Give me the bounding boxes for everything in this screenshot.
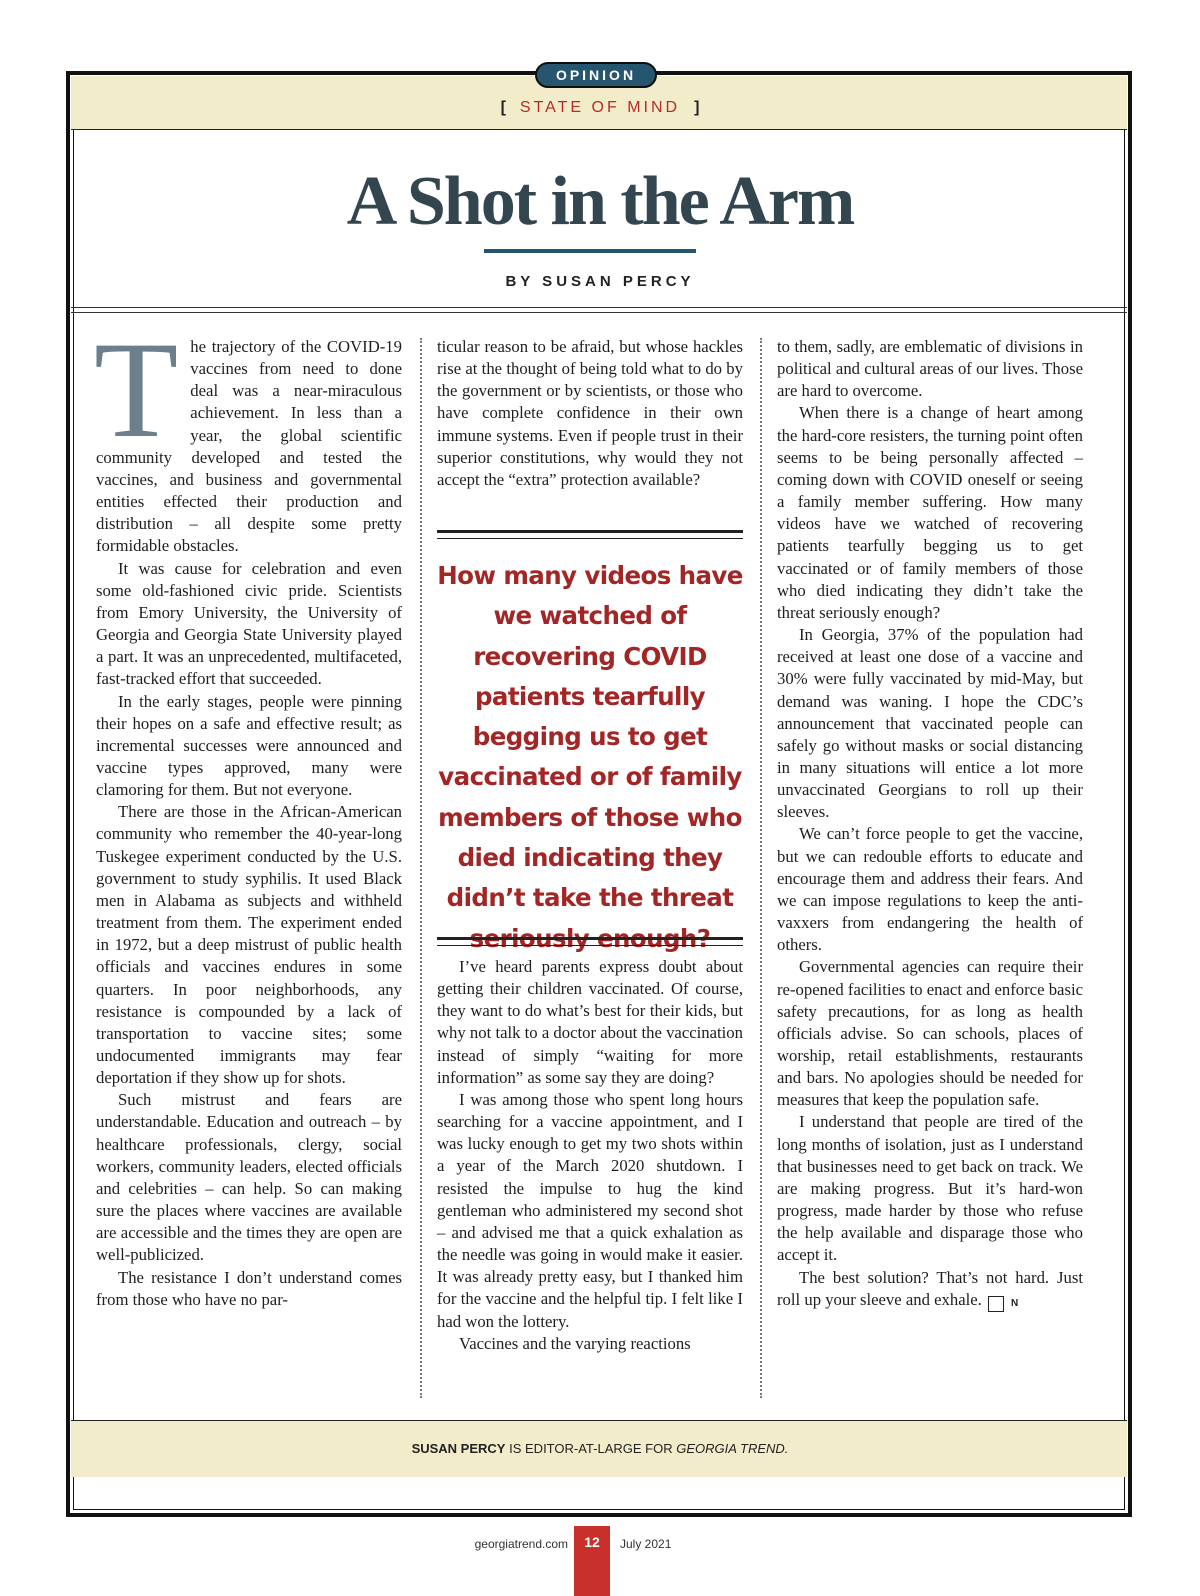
paragraph: Such mistrust and fears are understandable. Education and outreach – by healthcare professionals, clergy, social workers, community leaders, elected officials and celebrities – can help. So can making sure the places where vaccines are available are accessible and the times they are open are well-publicized. (96, 1090, 402, 1265)
author-bio (0, 1441, 1200, 1456)
title-underline (484, 249, 696, 253)
paragraph: In the early stages, people were pinning their hopes on a safe and effective result; as incremental successes were announced and vaccine types approved, many were clamoring for them. But not everyone. (96, 691, 402, 800)
page-number: 12 (584, 1534, 600, 1550)
paragraph: Vaccines and the varying reactions (459, 1333, 691, 1353)
paragraph: I understand that people are tired of the long months of isolation, just as I understand that businesses need to get back on track. We are making progress. But it’s hard-won progress, made harder by those who refuse the help available and disparage those who accept it. (777, 1112, 1083, 1265)
bracket-close: ] (694, 99, 700, 116)
paragraph: The resistance I don’t understand comes from those who have no par- (96, 1267, 402, 1309)
column-divider (420, 338, 422, 1398)
paragraph: It was cause for celebration and even some old-fashioned civic pride. Scientists from Emory University, the University of Georgia and Georgia State University played a part. It was an unprecedented, multifaceted, fast-tracked effort that succeeded. (96, 558, 402, 689)
header-divider (71, 307, 1127, 313)
issue-date: July 2021 (620, 1537, 672, 1551)
article-column-2-bottom (437, 956, 743, 1355)
article-column-1 (94, 313, 402, 1311)
drop-cap: T (94, 313, 179, 466)
author-name: SUSAN PERCY (411, 1441, 506, 1456)
paragraph: to them, sadly, are emblematic of divisions in political and cultural areas of our lives. Those are hard to overcome. (777, 337, 1083, 401)
article-column-3 (777, 336, 1083, 1312)
paragraph: The trajectory of the COVID-19 vaccines from need to done deal was a near-miraculous achievement. In less than a year, the global scientific community developed and tested the vaccines, and business and governmental entities effected their production and distribution – all despite some pretty formidable obstacles. (94, 313, 402, 556)
article-title: A Shot in the Arm (346, 163, 854, 240)
column-divider (760, 338, 762, 1398)
website: georgiatrend.com (474, 1537, 568, 1551)
pull-quote-rule-top (437, 530, 743, 539)
paragraph: We can’t force people to get the vaccine, but we can redouble efforts to educate and encourage them and address their fears. And we can impose regulations to keep the anti-vaxxers from endangering the health of others. (777, 824, 1083, 955)
page-folio (0, 1526, 1200, 1596)
paragraph: I was among those who spent long hours searching for a vaccine appointment, and I was lucky enough to get my two shots within a year of the March 2020 shutdown. I resisted the impulse to hug the kind gentleman who administered my second shot – and advised me that a quick exhalation as the needle was going in would make it easier. It was already pretty easy, but I thanked him for the vaccine and the helpful tip. I felt like I had won the lottery. (437, 1089, 743, 1331)
bracket-open: [ (500, 99, 506, 116)
author-role: IS EDITOR-AT-LARGE FOR (509, 1441, 673, 1456)
pull-quote-rule-bottom (437, 937, 743, 946)
paragraph: I’ve heard parents express doubt about getting their children vaccinated. Of course, they want to do what’s best for their kids, but why not talk to a doctor about the vaccination instead of simply “waiting for more information” as some say they are doing? (437, 957, 743, 1087)
opinion-section-badge: OPINION (535, 62, 657, 88)
paragraph: In Georgia, 37% of the population had received at least one dose of a vaccine and 30% were fully vaccinated by mid-May, but demand was waning. I hope the CDC’s announcement that vaccinated people can safely go without masks or social distancing in many situations will entice a lot more unvaccinated Georgians to roll up their sleeves. (777, 625, 1083, 822)
paragraph: Governmental agencies can require their re-opened facilities to enact and enforce basic safety precautions, for as long as health officials advise. So can schools, places of worship, retail establishments, restaurants and bars. No apologies should be needed for measures that keep the population safe. (777, 957, 1083, 1110)
pull-quote: How many videos have we watched of recovering COVID patients tearfully begging us to get vaccinated or of family members of those who died indicating they didn’t take the threat seriously enough? (437, 561, 743, 953)
paragraph: When there is a change of heart among the hard-core resisters, the turning point often seems to be being personally affected – coming down with COVID oneself or seeing a family member suffering. How many videos have we watched of recovering patients tearfully begging us to get vaccinated or of family members of those who died indicating they didn’t take the threat seriously enough? (777, 403, 1083, 622)
column-name-text: STATE OF MIND (519, 99, 681, 116)
paragraph: The best solution? That’s not hard. Just roll up your sleeve and exhale. N (777, 1267, 1083, 1312)
publication-name: GEORGIA TREND. (676, 1441, 789, 1456)
article-column-2-top (437, 336, 743, 491)
byline: BY SUSAN PERCY (505, 273, 695, 290)
paragraph: ticular reason to be afraid, but whose hackles rise at the thought of being told what to do by the government or by scientists, or those who have complete confidence in their own immune systems. Even if people trust in their superior constitutions, why would they not accept the “extra” protection available? (437, 337, 743, 489)
end-mark-icon: N (988, 1296, 1004, 1312)
column-name (0, 99, 1200, 117)
paragraph: There are those in the African-American community who remember the 40-year-long Tuskegee experiment conducted by the U.S. government to study syphilis. It used Black men in Alabama as subjects and withheld treatment from them. The experiment ended in 1972, but a deep mistrust of public health officials and vaccines endures in some quarters. In poor neighborhoods, any resistance is compounded by a lack of transportation to vaccine sites; some undocumented immigrants may fear deportation if they show up for shots. (96, 802, 402, 1088)
